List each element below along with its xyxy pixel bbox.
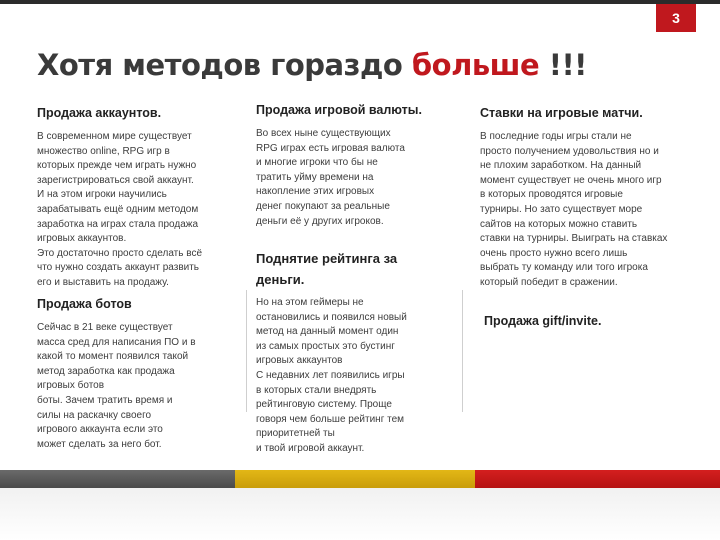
text-match-betting: В последние годы игры стали не просто получением удовольствия но и не плохим заработком. На данный момент существует не очень много игр в которых проводятся игровые турниры. Но зато существует море сайтов на которых можно ставить ставки на турниры. Выиграть на ставках очень просто нужно всего лишь выбрать ту команду или того игрока который победит в сражении. xyxy=(480,131,668,288)
bar-segment-gray xyxy=(0,470,235,488)
text-account-sales: В современном мире существует множество online, RPG игр в которых прежде чем играть нужно зарегистрироваться свой аккаунт. И на этом игроки научились зарабатывать ещё одним методом заработка на играх стала продажа игровых аккаунтов. Это достаточно просто сделать всё что нужно создать аккаунт развить его и выставить на продажу. xyxy=(37,131,202,288)
column-divider-1 xyxy=(246,290,247,412)
heading-account-sales: Продажа аккаунтов. xyxy=(37,106,162,120)
bottom-color-bar xyxy=(0,470,720,488)
page-number-badge: 3 xyxy=(656,4,696,32)
column-3-lower xyxy=(484,313,694,338)
bar-segment-red xyxy=(475,470,720,488)
slide-title xyxy=(37,48,587,82)
text-rating-boost: Но на этом геймеры не остановились и появился новый метод на данный момент один из самых простых это бустинг игровых аккаунтов С недавних лет появились игры в которых стали внедрять рейтинговую систему. Проще говоря чем больше рейтинг тем приоритетней ты и твой игровой аккаунт. xyxy=(256,297,407,454)
column-1 xyxy=(37,105,237,291)
top-border xyxy=(0,0,720,4)
column-3 xyxy=(480,105,695,291)
footer-area xyxy=(0,488,720,540)
heading-currency-sales: Продажа игровой валюты. xyxy=(256,103,422,117)
heading-rating-boost: Поднятие рейтинга за деньги. xyxy=(256,251,398,287)
title-main: Хотя методов гораздо xyxy=(37,48,412,82)
title-tail: !!! xyxy=(539,48,587,82)
text-bot-sales: Сейчас в 21 веке существует масса сред для написания ПО и в какой то момент появился такой метод заработка как продажа игровых ботов боты. Зачем тратить время и силы на раскачку своего игрового аккаунта если это может сделать за него бот. xyxy=(37,322,196,450)
column-2-lower xyxy=(256,248,451,457)
column-1-lower xyxy=(37,296,237,452)
heading-gift-invite: Продажа gift/invite. xyxy=(484,314,602,328)
column-divider-2 xyxy=(462,290,463,412)
column-2 xyxy=(256,102,451,229)
heading-bot-sales: Продажа ботов xyxy=(37,297,132,311)
text-currency-sales: Во всех ныне существующих RPG играх есть игровая валюта и многие игроки что бы не тратить уйму времени на накопление этих игровых денег покупают за реальные деньги её у других игроков. xyxy=(256,128,405,227)
heading-match-betting: Ставки на игровые матчи. xyxy=(480,106,643,120)
title-accent: больше xyxy=(411,48,540,82)
bar-segment-yellow xyxy=(235,470,475,488)
